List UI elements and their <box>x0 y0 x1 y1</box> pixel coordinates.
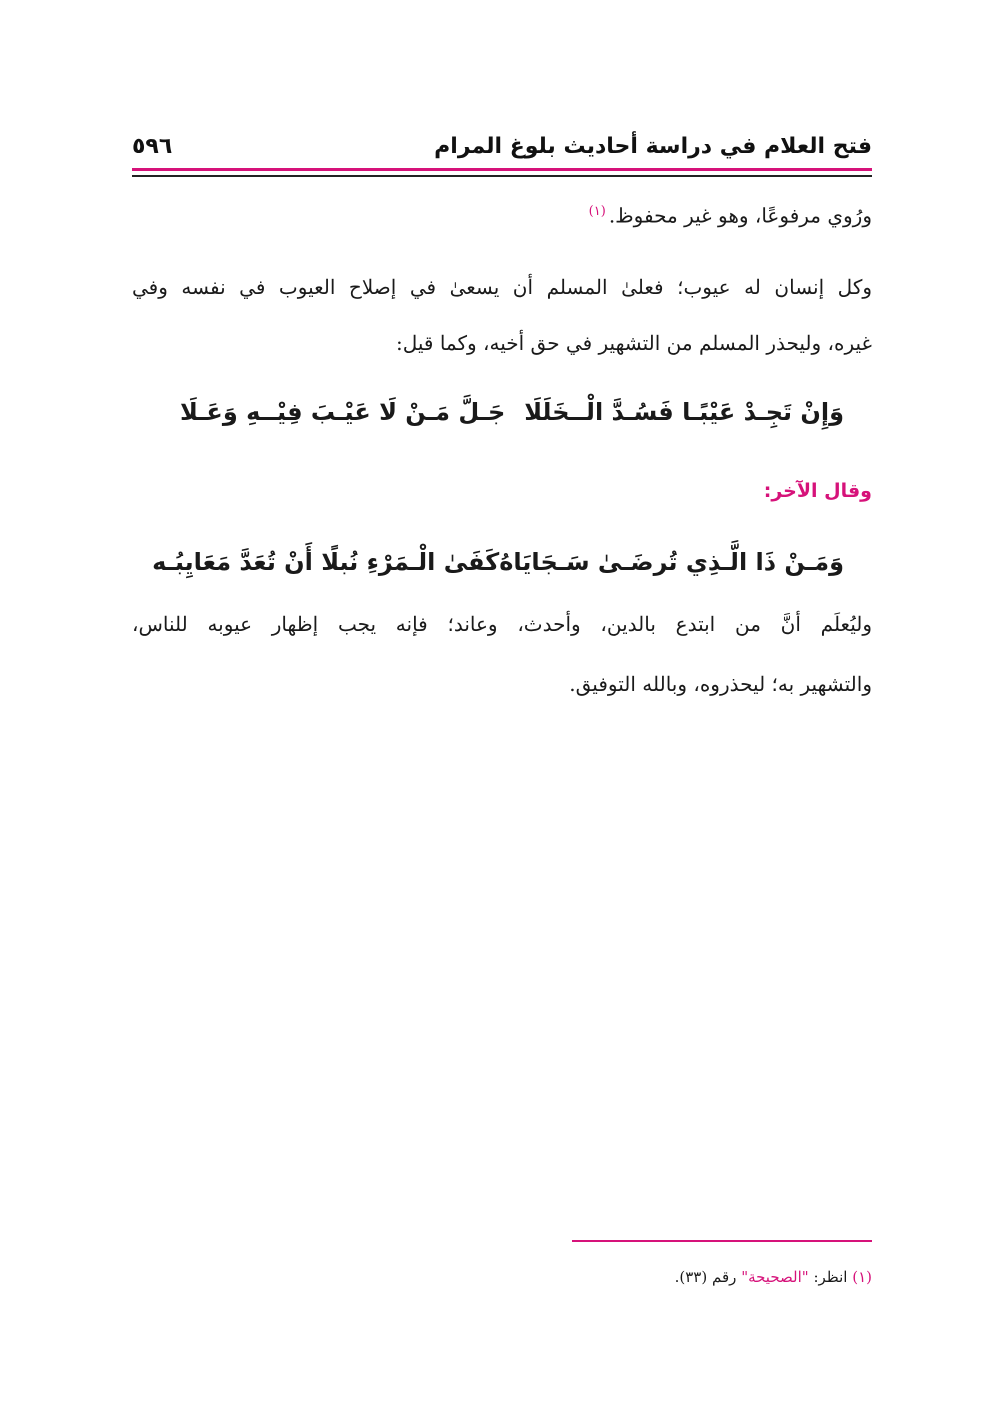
footnote-separator <box>572 1240 872 1242</box>
verse-first-hemistich: وَمَـنْ ذَا الَّـذِي تُرضَـىٰ سَـجَايَاهُ <box>499 548 844 576</box>
verse-second-hemistich: كَفَىٰ الْـمَرْءِ نُبلًا أَنْ تُعَدَّ مَعَايِبُـه <box>152 548 500 576</box>
footnote-suffix: رقم (٣٣). <box>674 1268 737 1286</box>
verse-second-hemistich: جَـلَّ مَـنْ لَا عَيْـبَ فِيْــهِ وَعَـلَا <box>180 398 506 426</box>
poetry-verse <box>152 540 844 584</box>
text-line <box>132 196 872 232</box>
verse-first-hemistich: وَإِنْ تَجِـدْ عَيْبًـا فَسُـدَّ الْــخَلَلَا <box>524 398 844 426</box>
poetry-verse <box>180 390 844 434</box>
page-number: ٥٩٦ <box>132 133 173 159</box>
footnote-source: "الصحيحة" <box>741 1268 809 1286</box>
footnote <box>675 1265 872 1289</box>
page-header <box>132 128 872 164</box>
header-rule-magenta <box>132 168 872 171</box>
paragraph-line: وكل إنسان له عيوب؛ فعلىٰ المسلم أن يسعىٰ في إصلاح العيوب في نفسه وفي <box>132 275 873 299</box>
footnote-number: (١) <box>852 1268 872 1286</box>
header-rule-black <box>132 175 872 177</box>
paragraph-line: وليُعلَم أنَّ من ابتدع بالدين، وأحدث، وعاند؛ فإنه يجب إظهار عيوبه للناس، <box>132 612 872 636</box>
line-text: ورُوي مرفوعًا، وهو غير محفوظ. <box>608 203 872 228</box>
paragraph-line: والتشهير به؛ ليحذروه، وبالله التوفيق. <box>569 672 872 696</box>
paragraph-line: غيره، وليحذر المسلم من التشهير في حق أخيه، وكما قيل: <box>396 331 872 355</box>
footnote-prefix: انظر: <box>813 1268 848 1286</box>
section-subheading: وقال الآخر: <box>763 480 872 502</box>
footnote-reference[interactable]: (١) <box>588 204 606 219</box>
book-title: فتح العلام في دراسة أحاديث بلوغ المرام <box>434 133 872 159</box>
